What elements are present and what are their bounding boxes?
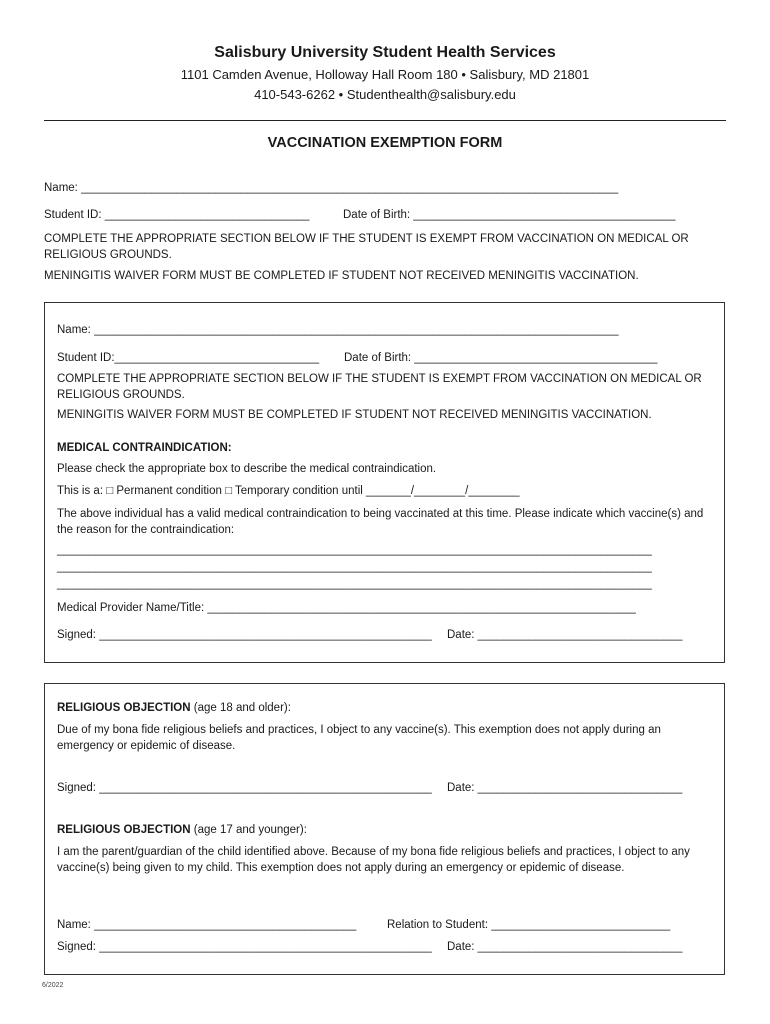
institution-address: 1101 Camden Avenue, Holloway Hall Room 180 • Salisbury, MD 21801: [180, 67, 590, 82]
religious-adult-text: Due of my bona fide religious beliefs and practices, I object to any vaccine(s). This exemption does not apply during an emergency or epidemic of disease.: [57, 724, 661, 752]
date-field[interactable]: Date: ________________________________: [447, 629, 683, 641]
contraindication-paragraph: The above individual has a valid medical contraindication to being vaccinated at this time. Please indicate which vaccine(s) and the reason for the contraindication:: [57, 508, 704, 536]
condition-type-row: [57, 483, 520, 499]
signed-field[interactable]: Signed: ____________________________________________________: [57, 782, 432, 794]
reason-line[interactable]: _____________________________________________________________________________________________: [57, 561, 652, 573]
header-divider: [44, 120, 726, 121]
signed-field[interactable]: Signed: ____________________________________________________: [57, 629, 432, 641]
permanent-condition-label: Permanent condition: [116, 485, 222, 497]
signed-field[interactable]: Signed: ____________________________________________________: [57, 941, 432, 953]
temporary-condition-label[interactable]: Temporary condition until _______/________/________: [235, 485, 520, 497]
meningitis-note: MENINGITIS WAIVER FORM MUST BE COMPLETED IF STUDENT NOT RECEIVED MENINGITIS VACCINATION.: [44, 270, 639, 282]
religious-minor-text: I am the parent/guardian of the child identified above. Because of my bona fide religious beliefs and practices, I object to any vaccine(s) being given to my child. This exemption does not apply during an emergency or epidemic of disease.: [57, 846, 690, 874]
institution-title: Salisbury University Student Health Services: [214, 44, 556, 61]
complete-instructions: COMPLETE THE APPROPRIATE SECTION BELOW IF THE STUDENT IS EXEMPT FROM VACCINATION ON MEDICAL OR RELIGIOUS GROUNDS.: [57, 373, 702, 401]
name-field[interactable]: Name: ____________________________________________________________________________________: [44, 182, 619, 194]
permanent-checkbox-icon[interactable]: □: [106, 485, 114, 497]
name-field[interactable]: Name: _________________________________________: [57, 919, 357, 931]
date-of-birth-field[interactable]: Date of Birth: ______________________________________: [344, 352, 658, 364]
student-id-field[interactable]: Student ID: ________________________________: [44, 209, 310, 221]
student-id-field[interactable]: Student ID:________________________________: [57, 352, 320, 364]
date-field[interactable]: Date: ________________________________: [447, 782, 683, 794]
name-field[interactable]: Name: __________________________________________________________________________________: [57, 324, 619, 336]
form-title: VACCINATION EXEMPTION FORM: [267, 135, 503, 151]
revision-date: 6/2022: [42, 982, 64, 989]
temporary-checkbox-icon[interactable]: □: [225, 485, 233, 497]
reason-line[interactable]: _____________________________________________________________________________________________: [57, 544, 652, 556]
medical-instruction: Please check the appropriate box to describe the medical contraindication.: [57, 463, 437, 475]
provider-field[interactable]: Medical Provider Name/Title: ___________________________________________________________________: [57, 602, 636, 614]
complete-instructions: COMPLETE THE APPROPRIATE SECTION BELOW IF THE STUDENT IS EXEMPT FROM VACCINATION ON MEDICAL OR RELIGIOUS GROUNDS.: [44, 233, 689, 261]
religious-adult-heading: RELIGIOUS OBJECTION (age 18 and older):: [57, 702, 291, 714]
meningitis-note: MENINGITIS WAIVER FORM MUST BE COMPLETED IF STUDENT NOT RECEIVED MENINGITIS VACCINATION.: [57, 409, 652, 421]
this-is-a-label: This is a:: [57, 485, 104, 497]
relation-field[interactable]: Relation to Student: ____________________________: [387, 919, 671, 931]
reason-line[interactable]: _____________________________________________________________________________________________: [57, 578, 652, 590]
medical-heading: MEDICAL CONTRAINDICATION:: [57, 442, 232, 454]
date-field[interactable]: Date: ________________________________: [447, 941, 683, 953]
date-of-birth-field[interactable]: Date of Birth: _________________________________________: [343, 209, 676, 221]
religious-minor-heading: RELIGIOUS OBJECTION (age 17 and younger):: [57, 824, 307, 836]
institution-contact: 410-543-6262 • Studenthealth@salisbury.edu: [254, 87, 516, 102]
